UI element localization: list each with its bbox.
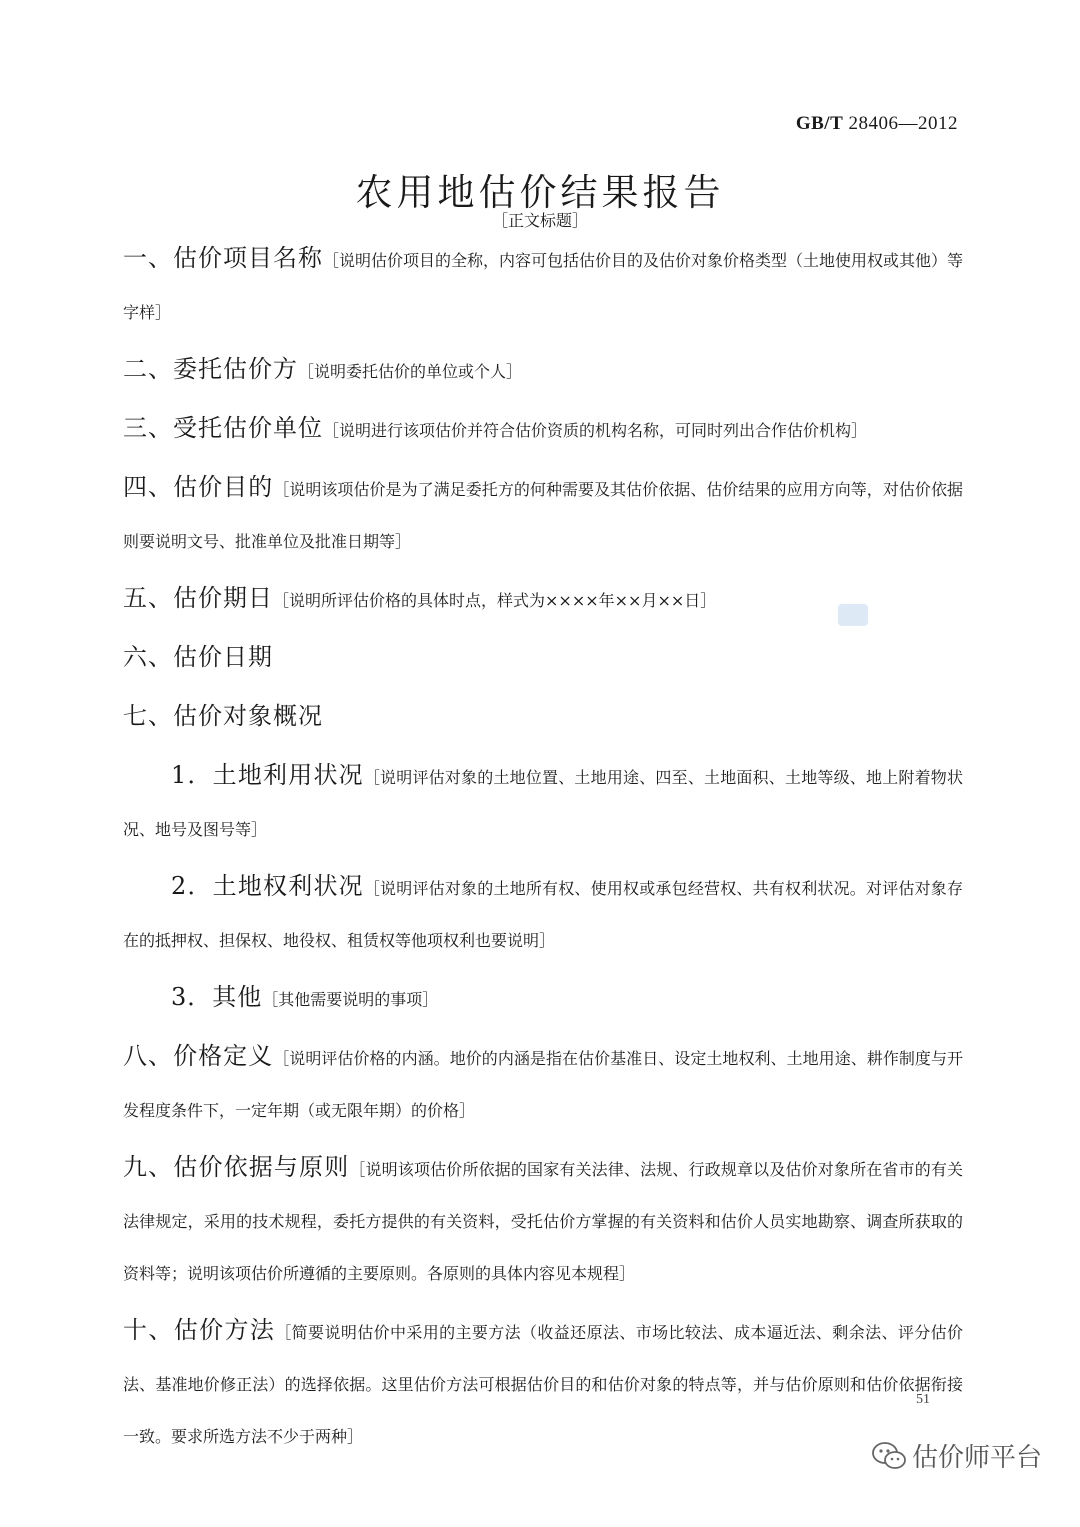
section-heading: 十、估价方法 xyxy=(123,1316,276,1344)
section-note: ［简要说明估价中采用的主要方法（收益还原法、市场比较法、成本逼近法、剩余法、评分估价法、基准地价修正法）的选择依据。这里估价方法可根据估价目的和估价对象的特点等，并与估价原则和估价依据衔接一致。要求所选方法不少于两种］ xyxy=(123,1323,963,1446)
wechat-icon xyxy=(872,1441,906,1471)
subsection-7-2 xyxy=(123,860,963,967)
subsection-7-3 xyxy=(123,971,963,1026)
section-heading: 一、估价项目名称 xyxy=(123,244,323,272)
section-3 xyxy=(123,402,963,457)
watermark xyxy=(872,1437,1042,1474)
section-5 xyxy=(123,572,963,627)
standard-code xyxy=(796,113,958,135)
section-9 xyxy=(123,1141,963,1300)
section-note: ［说明该项估价是为了满足委托方的何种需要及其估价依据、估价结果的应用方向等，对估价依据则要说明文号、批准单位及批准日期等］ xyxy=(123,480,963,551)
subsection-note: ［说明评估对象的土地位置、土地用途、四至、土地面积、土地等级、地上附着物状况、地号及图号等］ xyxy=(123,768,963,839)
document-title: 农用地估价结果报告 xyxy=(355,171,725,214)
section-note: ［说明进行该项估价并符合估价资质的机构名称，可同时列出合作估价机构］ xyxy=(323,421,868,440)
page-number: 51 xyxy=(916,1392,930,1407)
subsection-heading: 2．土地权利状况 xyxy=(171,872,364,900)
section-heading: 六、估价日期 xyxy=(123,643,273,671)
section-heading: 二、委托估价方 xyxy=(123,355,298,383)
section-8 xyxy=(123,1030,963,1137)
title-note: ［正文标题］ xyxy=(491,211,588,230)
section-heading: 七、估价对象概况 xyxy=(123,702,323,730)
section-note: ［说明所评估价格的具体时点，样式为××××年××月××日］ xyxy=(273,591,717,610)
section-note: ［说明估价项目的全称，内容可包括估价目的及估价对象价格类型（土地使用权或其他）等字样］ xyxy=(123,251,964,322)
section-10 xyxy=(123,1304,963,1463)
section-heading: 四、估价目的 xyxy=(123,473,274,501)
subsection-7-1 xyxy=(123,749,963,856)
section-4 xyxy=(123,461,963,568)
standard-number: 28406—2012 xyxy=(848,113,958,134)
watermark-text: 估价师平台 xyxy=(912,1443,1043,1473)
section-heading: 三、受托估价单位 xyxy=(123,414,323,442)
section-1 xyxy=(123,232,963,339)
subsection-note: ［说明评估对象的土地所有权、使用权或承包经营权、共有权利状况。对评估对象存在的抵押权、担保权、地役权、租赁权等他项权利也要说明］ xyxy=(123,879,963,950)
document-body xyxy=(123,232,963,1463)
seal-mark xyxy=(838,604,868,626)
section-note: ［说明该项估价所依据的国家有关法律、法规、行政规章以及估价对象所在省市的有关法律规定，采用的技术规程，委托方提供的有关资料，受托估价方掌握的有关资料和估价人员实地勘察、调查所获取的资料等；说明该项估价所遵循的主要原则。各原则的具体内容见本规程］ xyxy=(123,1160,963,1283)
section-heading: 九、估价依据与原则 xyxy=(123,1153,350,1181)
section-note: ［说明委托估价的单位或个人］ xyxy=(298,362,523,381)
section-7 xyxy=(123,690,963,745)
section-heading: 五、估价期日 xyxy=(123,584,273,612)
section-2 xyxy=(123,343,963,398)
section-heading: 八、价格定义 xyxy=(123,1042,274,1070)
subsection-note: ［其他需要说明的事项］ xyxy=(262,990,439,1009)
subsection-heading: 1．土地利用状况 xyxy=(171,761,364,789)
section-6 xyxy=(123,631,963,686)
standard-prefix: GB/T xyxy=(795,113,844,134)
section-note: ［说明评估价格的内涵。地价的内涵是指在估价基准日、设定土地权利、土地用途、耕作制度与开发程度条件下，一定年期（或无限年期）的价格］ xyxy=(123,1049,963,1120)
subsection-heading: 3．其他 xyxy=(171,983,263,1011)
